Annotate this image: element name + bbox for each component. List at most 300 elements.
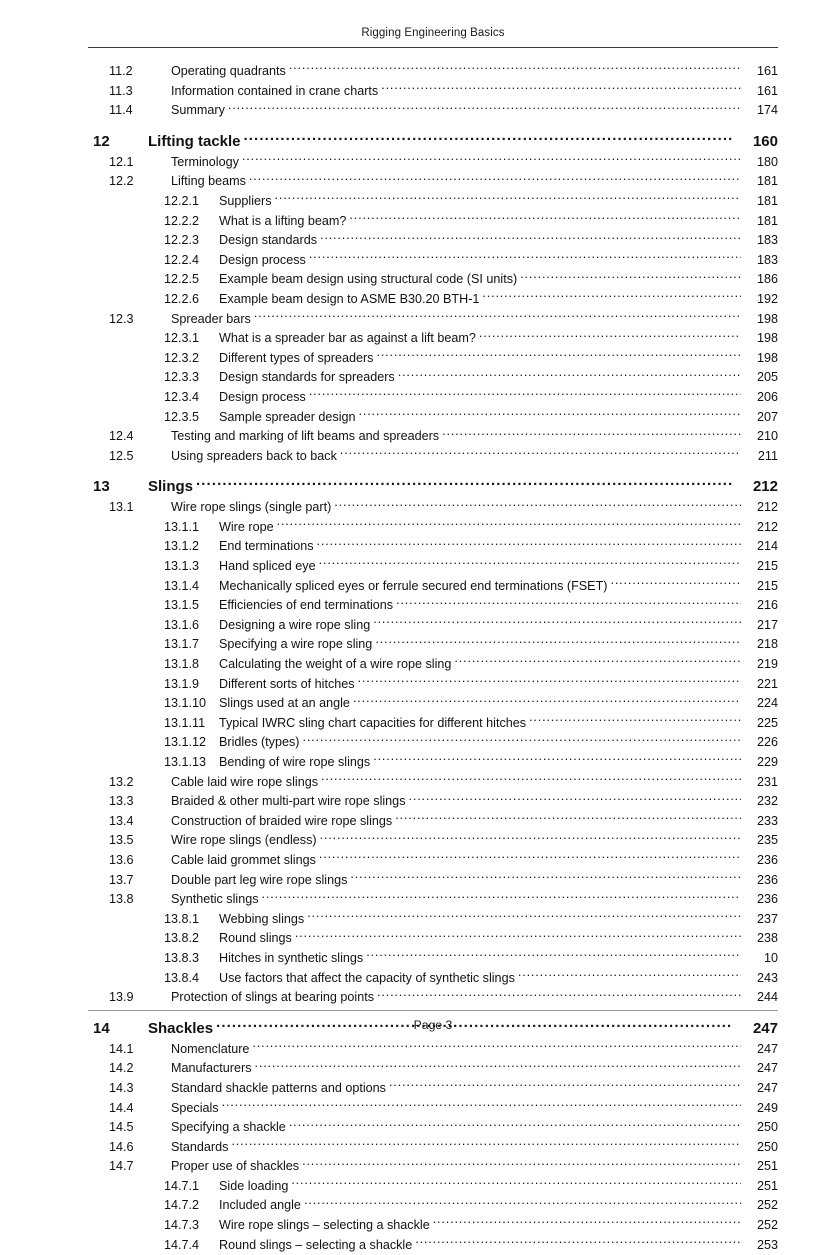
toc-entry-page: 247: [756, 1061, 778, 1076]
toc-entry-page: 250: [756, 1120, 778, 1135]
toc-entry-number: 12.1: [109, 154, 134, 169]
toc-entry[interactable]: [88, 192, 778, 212]
toc-entry[interactable]: [88, 773, 778, 793]
toc-entry-title: Bridles (types): [219, 735, 300, 750]
document-title: Rigging Engineering Basics: [361, 27, 505, 39]
toc-leader-dots: [320, 232, 741, 244]
toc-entry-page: 212: [756, 500, 778, 515]
toc-entry-number: 14.4: [109, 1100, 134, 1115]
toc-leader-dots: [222, 1100, 741, 1112]
toc-entry-page: 198: [756, 350, 778, 365]
toc-entry-number: 13.5: [109, 833, 134, 848]
toc-entry[interactable]: [88, 518, 778, 538]
toc-entry-number: 13.1.12: [164, 735, 207, 750]
header-divider: [88, 47, 778, 48]
toc-leader-dots: [482, 291, 741, 303]
toc-entry-page: 212: [756, 519, 778, 534]
toc-entry-number: 12.2.3: [164, 233, 200, 248]
toc-leader-dots: [398, 369, 741, 381]
toc-entry-title: Shackles: [148, 1019, 214, 1037]
toc-entry-number: 14.7.3: [164, 1218, 200, 1233]
toc-entry-page: 181: [756, 174, 778, 189]
toc-entry-page: 205: [756, 370, 778, 385]
toc-entry-page: 215: [756, 559, 778, 574]
toc-entry-page: 10: [763, 950, 778, 965]
toc-entry-number: 13.1.13: [164, 755, 207, 769]
toc-entry-page: 249: [756, 1100, 778, 1115]
toc-entry-number: 13.1.2: [164, 539, 200, 554]
toc-entry[interactable]: [88, 329, 778, 349]
toc-entry-number: 13.1.4: [164, 578, 200, 593]
toc-entry-number: 13.1: [109, 500, 134, 515]
toc-entry[interactable]: [88, 675, 778, 695]
toc-entry-number: 12.3.4: [164, 389, 200, 404]
toc-entry[interactable]: [88, 1177, 778, 1197]
toc-entry-page: 180: [756, 154, 778, 169]
toc-leader-dots: [304, 1197, 741, 1209]
toc-entry-title: Operating quadrants: [171, 64, 286, 78]
toc-entry[interactable]: [88, 1118, 778, 1138]
toc-entry[interactable]: [88, 498, 778, 518]
toc-entry-number: 13.1.1: [164, 519, 200, 534]
toc-leader-dots: [376, 350, 741, 362]
toc-leader-dots: [396, 597, 741, 609]
toc-entry-title: Cable laid grommet slings: [171, 852, 316, 867]
toc-entry-number: 13.1.8: [164, 657, 200, 672]
toc-leader-dots: [479, 330, 741, 342]
toc-entry[interactable]: [88, 1079, 778, 1099]
toc-leader-dots: [319, 558, 741, 570]
toc-leader-dots: [254, 311, 741, 323]
toc-entry-page: 214: [756, 539, 778, 554]
toc-entry-page: 243: [756, 970, 778, 985]
toc-leader-dots: [454, 656, 741, 668]
toc-entry-page: 236: [756, 892, 778, 907]
toc-entry-title: Standard shackle patterns and options: [171, 1080, 386, 1095]
toc-entry-page: 231: [756, 774, 778, 789]
toc-leader-dots: [353, 695, 741, 707]
toc-entry-title: Nomenclature: [171, 1041, 250, 1056]
toc-entry[interactable]: [88, 427, 778, 447]
toc-entry-title: Cable laid wire rope slings: [171, 774, 318, 789]
toc-entry-page: 207: [756, 409, 778, 424]
toc-entry-number: 12.3.5: [164, 409, 200, 424]
toc-entry-page: 236: [756, 852, 778, 867]
toc-entry-title: Wire rope slings (endless): [171, 833, 317, 848]
toc-entry-title: Standards: [171, 1139, 229, 1154]
toc-entry-number: 14.7.1: [164, 1178, 200, 1193]
toc-entry-page: 247: [756, 1080, 778, 1095]
toc-leader-dots: [317, 538, 741, 550]
toc-entry[interactable]: [88, 270, 778, 290]
toc-entry[interactable]: [88, 172, 778, 192]
toc-entry[interactable]: [88, 62, 778, 82]
toc-entry-page: 217: [756, 617, 778, 632]
toc-entry-number: 13.8: [109, 892, 134, 907]
toc-leader-dots: [433, 1217, 741, 1229]
toc-entry-title: Manufacturers: [171, 1061, 252, 1076]
toc-entry-page: 253: [756, 1237, 778, 1252]
toc-entry[interactable]: [88, 212, 778, 232]
toc-entry-page: 218: [756, 637, 778, 652]
toc-entry-title: Specifying a shackle: [171, 1120, 286, 1135]
toc-entry-title: Double part leg wire rope slings: [171, 872, 348, 887]
toc-entry[interactable]: [88, 871, 778, 891]
toc-entry-page: 198: [756, 331, 778, 346]
toc-entry-page: 247: [756, 1041, 778, 1056]
toc-entry[interactable]: [88, 792, 778, 812]
toc-leader-dots: [520, 271, 741, 283]
toc-entry-number: 14: [93, 1019, 110, 1037]
toc-entry-number: 12.2.5: [164, 272, 200, 287]
toc-entry[interactable]: [88, 831, 778, 851]
toc-leader-dots: [381, 83, 741, 95]
toc-entry-number: 12.3: [109, 311, 134, 326]
toc-leader-dots: [373, 617, 741, 629]
toc-leader-dots: [366, 950, 741, 962]
toc-entry[interactable]: [88, 476, 778, 498]
toc-entry-page: 186: [756, 272, 778, 287]
toc-leader-dots: [249, 173, 741, 185]
toc-entry-number: 12.5: [109, 448, 134, 463]
toc-entry-number: 11.3: [109, 83, 133, 98]
toc-entry[interactable]: [88, 82, 778, 102]
toc-entry[interactable]: [88, 714, 778, 734]
toc-entry[interactable]: [88, 635, 778, 655]
toc-entry-number: 12.2.1: [164, 193, 200, 208]
toc-entry[interactable]: [88, 753, 778, 773]
toc-leader-dots: [395, 813, 741, 825]
toc-entry[interactable]: [88, 851, 778, 871]
toc-entry-page: 247: [752, 1019, 778, 1037]
toc-entry-title: Lifting tackle: [148, 132, 241, 150]
toc-entry-title: End terminations: [219, 539, 314, 554]
toc-entry-page: 160: [752, 132, 778, 150]
toc-entry-page: 181: [756, 193, 778, 208]
toc-entry-page: 183: [756, 233, 778, 248]
toc-entry[interactable]: [88, 251, 778, 271]
toc-entry-page: 251: [756, 1159, 778, 1174]
toc-entry-page: 237: [756, 911, 778, 926]
toc-entry-title: Slings: [148, 478, 194, 496]
toc-entry-title: Designing a wire rope sling: [219, 617, 371, 632]
toc-entry-title: Hitches in synthetic slings: [219, 950, 364, 965]
toc-entry-number: 13.4: [109, 813, 134, 828]
toc-entry[interactable]: [88, 890, 778, 910]
toc-entry[interactable]: [88, 153, 778, 173]
toc-entry-number: 14.3: [109, 1080, 134, 1095]
toc-leader-dots: [242, 154, 741, 166]
toc-entry-title: Testing and marking of lift beams and spreaders: [171, 429, 440, 444]
toc-leader-dots: [321, 774, 741, 786]
toc-leader-dots: [244, 134, 733, 146]
toc-entry-page: 192: [756, 291, 778, 306]
toc-entry-title: Information contained in crane charts: [171, 83, 379, 98]
toc-entry-number: 13.1.5: [164, 598, 200, 613]
toc-entry-page: 235: [756, 833, 778, 848]
toc-entry-page: 206: [756, 389, 778, 404]
toc-entry-number: 12.2.4: [164, 252, 200, 267]
toc-entry[interactable]: [88, 616, 778, 636]
toc-leader-dots: [340, 448, 741, 460]
toc-entry-number: 13.3: [109, 794, 134, 809]
toc-entry-number: 11.4: [109, 103, 133, 118]
toc-entry-title: Webbing slings: [219, 911, 305, 926]
toc-entry[interactable]: [88, 368, 778, 388]
toc-entry[interactable]: [88, 1059, 778, 1079]
toc-leader-dots: [289, 63, 741, 75]
toc-leader-dots: [289, 1119, 741, 1131]
toc-leader-dots: [320, 832, 741, 844]
toc-entry-title: What is a lifting beam?: [219, 213, 347, 228]
toc-entry-title: Side loading: [219, 1178, 289, 1193]
page-number-label: Page 3: [413, 1018, 453, 1032]
toc-entry[interactable]: [88, 655, 778, 675]
toc-entry-page: 252: [756, 1218, 778, 1233]
toc-leader-dots: [359, 409, 741, 421]
toc-leader-dots: [295, 930, 741, 942]
toc-leader-dots: [255, 1060, 742, 1072]
toc-entry-number: 14.7: [109, 1159, 134, 1174]
toc-entry-number: 12.2.2: [164, 213, 200, 228]
toc-entry-page: 221: [756, 676, 778, 691]
toc-entry-title: Specials: [171, 1100, 219, 1115]
toc-entry-title: Design process: [219, 389, 306, 404]
toc-entry-number: 14.6: [109, 1139, 134, 1154]
toc-leader-dots: [262, 891, 742, 903]
toc-entry-number: 14.7.2: [164, 1198, 200, 1213]
toc-leader-dots: [319, 852, 741, 864]
toc-entry[interactable]: [88, 231, 778, 251]
toc-entry[interactable]: [88, 929, 778, 949]
toc-leader-dots: [309, 252, 741, 264]
toc-leader-dots: [377, 989, 741, 1001]
page-footer: [88, 1018, 778, 1033]
toc-entry[interactable]: [88, 1099, 778, 1119]
toc-entry-number: 13.6: [109, 852, 134, 867]
toc-entry-title: Example beam design using structural code (SI units): [219, 272, 518, 287]
toc-entry[interactable]: [88, 1040, 778, 1060]
toc-entry-title: Included angle: [219, 1198, 301, 1213]
toc-entry-title: Sample spreader design: [219, 409, 356, 424]
toc-entry-title: Wire rope slings – selecting a shackle: [219, 1218, 430, 1233]
toc-leader-dots: [350, 872, 741, 884]
toc-leader-dots: [334, 499, 741, 511]
toc-entry-title: Terminology: [171, 154, 239, 169]
toc-entry-title: Bending of wire rope slings: [219, 755, 371, 769]
toc-entry-number: 12.3.1: [164, 331, 200, 346]
toc-entry-title: Design process: [219, 252, 306, 267]
toc-entry-title: Use factors that affect the capacity of synthetic slings: [219, 970, 515, 985]
toc-entry-page: 250: [756, 1139, 778, 1154]
toc-leader-dots: [275, 193, 741, 205]
toc-leader-dots: [196, 479, 733, 491]
toc-entry[interactable]: [88, 577, 778, 597]
toc-entry-number: 14.1: [109, 1041, 134, 1056]
toc-entry-page: 233: [756, 813, 778, 828]
toc-leader-dots: [309, 389, 741, 401]
toc-entry-title: Hand spliced eye: [219, 559, 316, 574]
toc-entry-page: 198: [756, 311, 778, 326]
toc-entry-number: 13.9: [109, 990, 134, 1005]
toc-entry-number: 12.2.6: [164, 291, 200, 306]
toc-entry-page: 215: [756, 578, 778, 593]
toc-leader-dots: [291, 1178, 741, 1190]
toc-entry-title: Mechanically spliced eyes or ferrule secured end terminations (FSET): [219, 578, 608, 593]
toc-leader-dots: [349, 213, 741, 225]
toc-leader-dots: [610, 578, 741, 590]
toc-entry[interactable]: [88, 388, 778, 408]
toc-entry[interactable]: [88, 969, 778, 989]
toc-entry-title: Calculating the weight of a wire rope sling: [219, 657, 452, 672]
toc-entry[interactable]: [88, 1196, 778, 1216]
toc-entry-title: Construction of braided wire rope slings: [171, 813, 393, 828]
toc-leader-dots: [409, 793, 742, 805]
toc-leader-dots: [373, 754, 741, 766]
toc-entry-page: 174: [756, 103, 778, 118]
toc-entry-title: Lifting beams: [171, 174, 246, 189]
toc-entry[interactable]: [88, 131, 778, 153]
toc-entry-page: 210: [756, 429, 778, 444]
footer-divider: [88, 1010, 778, 1011]
toc-entry-title: Spreader bars: [171, 311, 251, 326]
toc-entry[interactable]: [88, 733, 778, 753]
toc-entry-title: Wire rope: [219, 519, 274, 534]
toc-entry-title: Design standards: [219, 233, 318, 248]
toc-entry-title: Braided & other multi-part wire rope slings: [171, 794, 406, 809]
toc-entry-page: 236: [756, 872, 778, 887]
toc-entry-page: 251: [756, 1178, 778, 1193]
toc-entry-title: Round slings: [219, 931, 292, 946]
toc-leader-dots: [529, 715, 741, 727]
toc-entry-title: Efficiencies of end terminations: [219, 598, 394, 613]
toc-entry-page: 183: [756, 252, 778, 267]
toc-entry[interactable]: [88, 694, 778, 714]
toc-entry-title: Proper use of shackles: [171, 1159, 300, 1174]
toc-entry-title: Suppliers: [219, 193, 272, 208]
toc-entry-title: Round slings – selecting a shackle: [219, 1237, 413, 1252]
toc-entry-page: 211: [757, 448, 778, 463]
toc-leader-dots: [302, 1158, 741, 1170]
toc-entry-page: 252: [756, 1198, 778, 1213]
toc-entry[interactable]: [88, 949, 778, 969]
toc-leader-dots: [252, 1041, 741, 1053]
toc-entry-title: Protection of slings at bearing points: [171, 990, 375, 1005]
toc-entry-number: 13.2: [109, 774, 134, 789]
toc-entry[interactable]: [88, 537, 778, 557]
toc-entry-number: 12.3.3: [164, 370, 200, 385]
toc-entry[interactable]: [88, 596, 778, 616]
toc-entry-title: Using spreaders back to back: [171, 448, 337, 463]
toc-entry-number: 13.1.6: [164, 617, 200, 632]
toc-leader-dots: [231, 1139, 741, 1151]
toc-entry[interactable]: [88, 408, 778, 428]
toc-entry-title: Typical IWRC sling chart capacities for different hitches: [219, 715, 527, 730]
toc-entry-number: 13.1.11: [164, 715, 206, 730]
toc-entry[interactable]: [88, 1138, 778, 1158]
toc-entry-number: 13.8.4: [164, 970, 200, 985]
toc-leader-dots: [307, 911, 741, 923]
toc-entry-page: 238: [756, 931, 778, 946]
toc-entry-page: 224: [756, 696, 778, 711]
toc-leader-dots: [415, 1237, 741, 1249]
toc-entry[interactable]: [88, 557, 778, 577]
toc-entry[interactable]: [88, 1216, 778, 1236]
toc-entry-number: 12.4: [109, 429, 134, 444]
toc-entry[interactable]: [88, 447, 778, 467]
toc-entry-page: 225: [756, 715, 778, 730]
toc-entry[interactable]: [88, 290, 778, 310]
toc-entry[interactable]: [88, 1157, 778, 1177]
toc-entry-number: 13.1.9: [164, 676, 200, 691]
toc-entry-page: 232: [756, 794, 778, 809]
toc-entry-title: Different types of spreaders: [219, 350, 374, 365]
toc-entry-number: 12.2: [109, 174, 134, 189]
toc-entry-page: 229: [756, 755, 778, 769]
toc-entry-number: 14.5: [109, 1120, 134, 1135]
toc-entry-title: What is a spreader bar as against a lift beam?: [219, 331, 476, 346]
toc-leader-dots: [442, 428, 741, 440]
toc-entry-title: Example beam design to ASME B30.20 BTH-1: [219, 291, 480, 306]
toc-entry-number: 13.8.2: [164, 931, 200, 946]
toc-entry-page: 244: [756, 990, 778, 1005]
toc-entry[interactable]: [88, 310, 778, 330]
toc-entry[interactable]: [88, 101, 778, 121]
toc-entry-page: 181: [756, 213, 778, 228]
toc-leader-dots: [518, 970, 741, 982]
toc-entry-number: 13.8.1: [164, 911, 200, 926]
page-header: [88, 26, 778, 40]
table-of-contents: [88, 62, 778, 1255]
toc-entry-number: 14.7.4: [164, 1237, 200, 1252]
toc-entry-number: 13: [93, 478, 110, 496]
toc-entry-title: Synthetic slings: [171, 892, 259, 907]
toc-entry-number: 14.2: [109, 1061, 134, 1076]
toc-entry-title: Different sorts of hitches: [219, 676, 355, 691]
toc-entry-page: 161: [756, 83, 778, 98]
toc-entry-number: 12: [93, 132, 110, 150]
toc-entry-number: 13.8.3: [164, 950, 200, 965]
toc-entry-page: 216: [756, 598, 778, 613]
toc-entry-number: 12.3.2: [164, 350, 200, 365]
toc-entry[interactable]: [88, 1236, 778, 1255]
toc-entry-title: Design standards for spreaders: [219, 370, 395, 385]
toc-entry-page: 161: [756, 64, 778, 78]
toc-entry[interactable]: [88, 812, 778, 832]
toc-leader-dots: [389, 1080, 741, 1092]
toc-entry-title: Summary: [171, 103, 225, 118]
toc-leader-dots: [277, 519, 741, 531]
toc-entry-number: 13.1.3: [164, 559, 200, 574]
toc-entry[interactable]: [88, 988, 778, 1008]
toc-entry-number: 13.1.7: [164, 637, 200, 652]
toc-entry[interactable]: [88, 910, 778, 930]
toc-leader-dots: [228, 102, 741, 114]
toc-entry-title: Wire rope slings (single part): [171, 500, 332, 515]
toc-entry-title: Slings used at an angle: [219, 696, 350, 711]
toc-leader-dots: [302, 734, 741, 746]
toc-entry-title: Specifying a wire rope sling: [219, 637, 373, 652]
toc-entry-number: 13.7: [109, 872, 134, 887]
toc-leader-dots: [375, 636, 741, 648]
toc-entry-number: 11.2: [109, 64, 133, 78]
toc-entry[interactable]: [88, 349, 778, 369]
toc-leader-dots: [358, 676, 741, 688]
toc-entry-number: 13.1.10: [164, 696, 207, 711]
toc-entry-page: 226: [756, 735, 778, 750]
toc-entry-page: 219: [756, 657, 778, 672]
toc-entry-page: 212: [752, 478, 778, 496]
